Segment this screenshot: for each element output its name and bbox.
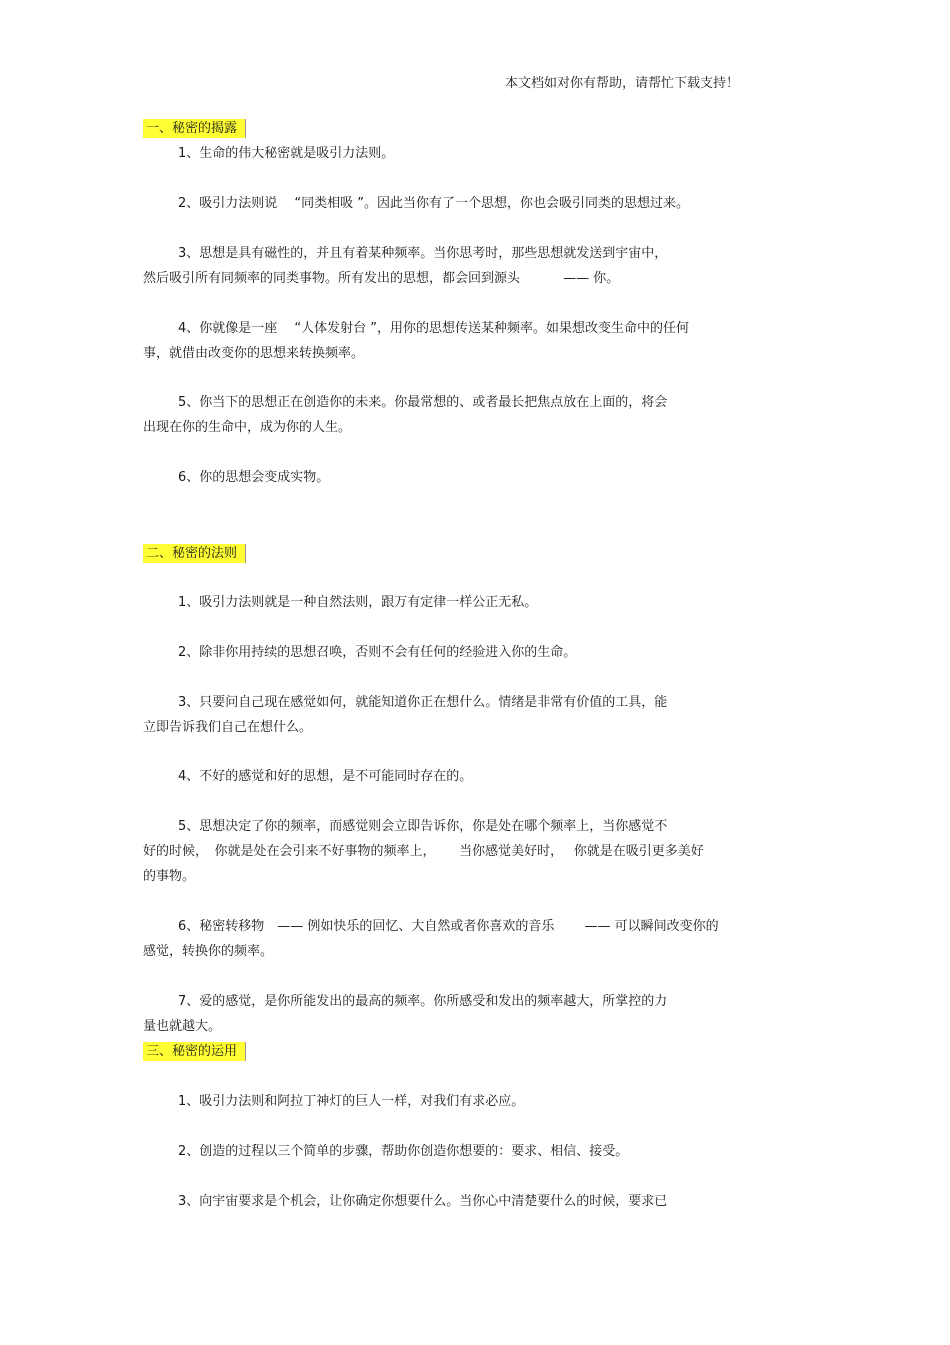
- paragraph: [143, 914, 795, 964]
- paragraph: [143, 640, 795, 665]
- paragraph: [143, 764, 795, 789]
- section-heading-3: 三、秘密的运用: [143, 1042, 246, 1061]
- paragraph-line: 5、你当下的思想正在创造你的未来。你最常想的、或者最长把焦点放在上面的，将会: [178, 395, 668, 410]
- section-heading-2: 二、秘密的法则: [143, 544, 246, 563]
- paragraph-line: 然后吸引所有同频率的同类事物。所有发出的思想，都会回到源头 —— 你。: [143, 271, 620, 286]
- paragraph: [143, 191, 795, 216]
- paragraph: [143, 989, 795, 1039]
- paragraph: [143, 241, 795, 291]
- paragraph: [143, 141, 795, 166]
- paragraph-line: 7、爱的感觉，是你所能发出的最高的频率。你所感受和发出的频率越大，所掌控的力: [178, 994, 668, 1009]
- paragraph-line: 事，就借由改变你的思想来转换频率。: [143, 346, 365, 361]
- paragraph: [143, 1089, 795, 1114]
- paragraph-line: 立即告诉我们自己在想什么。: [143, 720, 313, 735]
- paragraph-line: 2、吸引力法则说 “同类相吸 ”。因此当你有了一个思想，你也会吸引同类的思想过来。: [178, 196, 690, 211]
- section-heading-1: 一、秘密的揭露: [143, 119, 246, 138]
- paragraph-line: 5、思想决定了你的频率，而感觉则会立即告诉你，你是处在哪个频率上，当你感觉不: [178, 819, 668, 834]
- paragraph-line: 2、创造的过程以三个简单的步骤，帮助你创造你想要的：要求、相信、接受。: [178, 1144, 629, 1159]
- paragraph-line: 1、生命的伟大秘密就是吸引力法则。: [178, 146, 395, 161]
- paragraph-line: 出现在你的生命中，成为你的人生。: [143, 420, 352, 435]
- header-note: 本文档如对你有帮助，请帮忙下载支持！: [505, 76, 740, 91]
- paragraph-line: 2、除非你用持续的思想召唤，否则不会有任何的经验进入你的生命。: [178, 645, 577, 660]
- paragraph: [143, 590, 795, 615]
- paragraph-line: 6、秘密转移物 —— 例如快乐的回忆、大自然或者你喜欢的音乐 —— 可以瞬间改变你的: [178, 919, 719, 934]
- paragraph-line: 好的时候， 你就是处在会引来不好事物的频率上， 当你感觉美好时， 你就是在吸引更多美好: [143, 844, 704, 859]
- paragraph-line: 4、不好的感觉和好的思想，是不可能同时存在的。: [178, 769, 473, 784]
- paragraph-line: 感觉，转换你的频率。: [143, 944, 274, 959]
- paragraph: [143, 814, 795, 889]
- paragraph: [143, 690, 795, 740]
- paragraph-line: 的事物。: [143, 869, 196, 884]
- paragraph: [143, 316, 795, 366]
- paragraph-line: 1、吸引力法则就是一种自然法则，跟万有定律一样公正无私。: [178, 595, 538, 610]
- paragraph: [143, 1189, 795, 1214]
- paragraph-line: 6、你的思想会变成实物。: [178, 470, 330, 485]
- paragraph-line: 3、思想是具有磁性的，并且有着某种频率。当你思考时，那些思想就发送到宇宙中，: [178, 246, 668, 261]
- paragraph: [143, 1139, 795, 1164]
- paragraph: [143, 390, 795, 440]
- paragraph-line: 量也就越大。: [143, 1019, 222, 1034]
- paragraph-line: 3、向宇宙要求是个机会，让你确定你想要什么。当你心中清楚要什么的时候，要求已: [178, 1194, 668, 1209]
- paragraph: [143, 465, 795, 490]
- paragraph-line: 4、你就像是一座 “人体发射台 ”，用你的思想传送某种频率。如果想改变生命中的任何: [178, 321, 690, 336]
- paragraph-line: 1、吸引力法则和阿拉丁神灯的巨人一样，对我们有求必应。: [178, 1094, 525, 1109]
- paragraph-line: 3、只要问自己现在感觉如何，就能知道你正在想什么。情绪是非常有价值的工具，能: [178, 695, 668, 710]
